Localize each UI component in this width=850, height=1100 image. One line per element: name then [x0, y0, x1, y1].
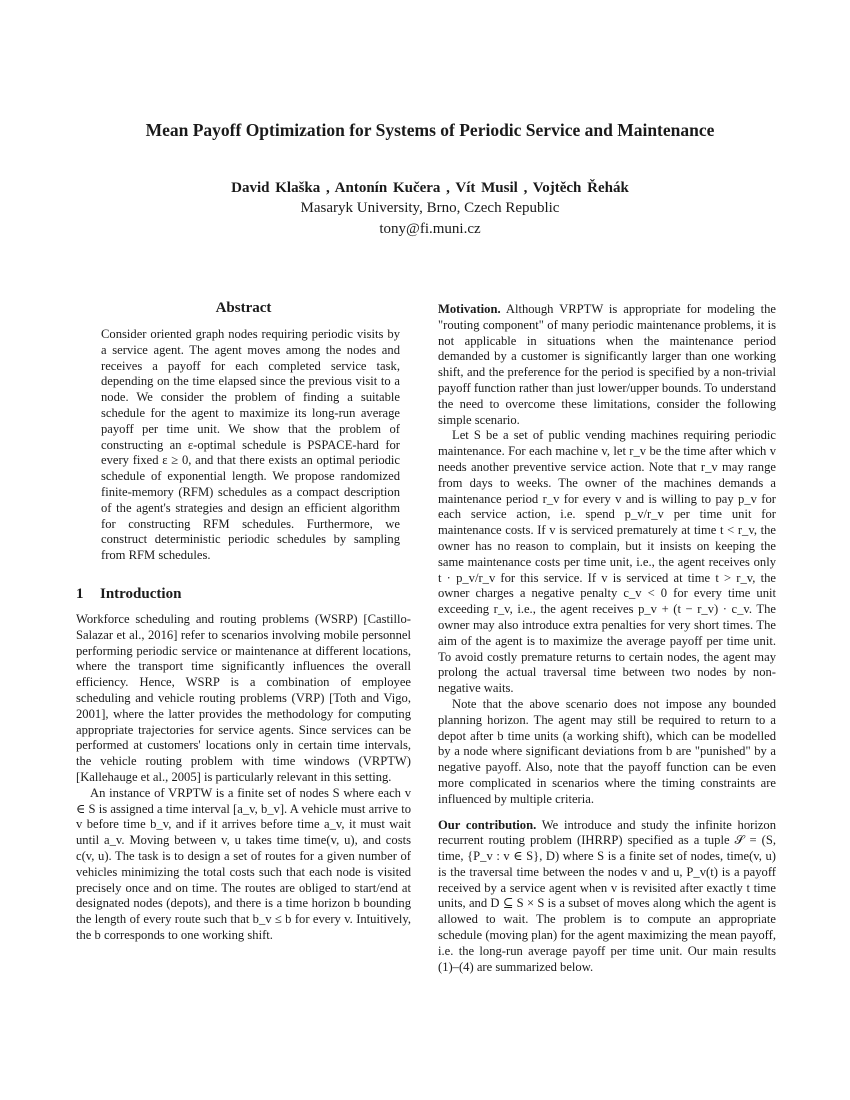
section-title: Introduction: [100, 585, 182, 602]
section-number: 1: [76, 585, 84, 602]
paper-title: Mean Payoff Optimization for Systems of Periodic Service and Maintenance: [145, 120, 715, 140]
planning-horizon-paragraph: Note that the above scenario does not impose any bounded planning horizon. The agent may still be required to return to a depot after b time units (a working shift), which can be modelled by a node where significant deviations from b are "punished" by a negative payoff. Also, note that the payoff function can be even more complicated in scenarios where the timing constraints are influenced by multiple criteria.: [438, 696, 776, 806]
abstract-heading: Abstract: [215, 300, 272, 316]
contribution-heading: Our contribution.: [438, 817, 537, 832]
motivation-heading: Motivation.: [438, 302, 501, 316]
motivation-paragraph: [438, 302, 776, 428]
section-heading-introduction: [76, 586, 411, 603]
right-column: [438, 302, 776, 975]
contribution-text: We introduce and study the infinite horizon recurrent routing problem (IHRRP) specified as a tuple 𝒮 = (S, time, {P_v : v ∈ S}, D) where S is a finite set of nodes, time(v, u) is the traversal time between the nodes v and u, P_v(t) is a payoff received by a service agent when v is revisited after exactly t time units, and D ⊆ S × S is a subset of moves along which the agent is allowed to wait. The problem is to compute an appropriate schedule (moving plan) for the agent maximizing the mean payoff, i.e. the long-run average payoff per time unit. Our main results (1)–(4) are summarized below.: [438, 817, 777, 974]
motivation-text: Although VRPTW is appropriate for modeling the "routing component" of many periodic maintenance problems, it is not applicable in situations when the maintenance period demanded by a customer is significantly larger than one working shift, and the preference for the period is specified by a non-trivial payoff function rather than just lower/upper bounds. To understand the need to overcome these limitations, consider the following simple scenario.: [438, 302, 776, 427]
contribution-paragraph: [438, 818, 776, 976]
author-list: David Klaška , Antonín Kučera , Vít Musil , Vojtěch Řehák: [231, 180, 629, 196]
vending-machine-paragraph: Let S be a set of public vending machines requiring periodic maintenance. For each machine v, let r_v be the time after which v needs another preventive service action. Note that r_v may range from days to weeks. The owner of the machines demands a maintenance period r_v for every v and is willing to pay p_v for each service action, i.e. spend p_v/r_v per time unit for maintenance costs. If v is serviced prematurely at time t < r_v, the owner has no reason to complain, but it insists on keeping the same maintenance costs per time unit, i.e., the agent receives only t · p_v/r_v for this service. If v is serviced at time t > r_v, the owner charges a negative penalty c_v < 0 for every time unit exceeding r_v, i.e., the agent receives p_v + (t − r_v) · c_v. The owner may also introduce extra penalties for very short times. The aim of the agent is to maximize the average payoff per time unit. To avoid costly premature returns to certain nodes, the agent may prolong the actual traversal time between two nodes by non-negative waits.: [438, 428, 776, 696]
intro-paragraph-1: Workforce scheduling and routing problems (WSRP) [Castillo-Salazar et al., 2016] refer to scenarios involving mobile personnel performing periodic service or maintenance at different locations, where the transport time significantly influences the overall efficiency. Hence, WSRP is a combination of employee scheduling and vehicle routing problems (VRP) [Toth and Vigo, 2001], where the latter provides the methodology for computing appropriate trajectories for service agents. Since services can be performed at customers' locations only in certain time intervals, the vehicle routing problem with time windows (VRPTW) [Kallehauge et al., 2005] is particularly relevant in this setting.: [76, 611, 411, 784]
affiliation: Masaryk University, Brno, Czech Republic: [300, 200, 560, 216]
abstract-text: Consider oriented graph nodes requiring periodic visits by a service agent. The agent moves among the nodes and receives a payoff for each completed service task, depending on the time elapsed since the previous visit to a node. We consider the problem of finding a suitable schedule for the agent to maximize its long-run average payoff per time unit. We show that the problem of constructing an ε-optimal schedule is PSPACE-hard for every fixed ε ≥ 0, and that there exists an optimal periodic schedule of exponential length. We propose randomized finite-memory (RFM) schedules as a compact description of the agent's strategies and design an efficient algorithm for constructing RFM schedules. Furthermore, we construct deterministic periodic schedules by sampling from RFM schedules.: [101, 327, 400, 563]
intro-paragraph-2: An instance of VRPTW is a finite set of nodes S where each v ∈ S is assigned a time interval [a_v, b_v]. A vehicle must arrive to v before time b_v, and if it arrives before time a_v, it must wait until a_v. Moving between v, u takes time time(v, u), and costs c(v, u). The task is to design a set of routes for a given number of vehicles minimizing the total costs such that each node is visited precisely once and on time. The routes are obliged to start/end at designated nodes (depots), and there is a time horizon b bounding the length of every route such that b_v ≤ b for every v. Intuitively, the b corresponds to one working shift.: [76, 785, 411, 942]
contact-email[interactable]: tony@fi.muni.cz: [379, 221, 481, 237]
left-column: [76, 300, 411, 944]
